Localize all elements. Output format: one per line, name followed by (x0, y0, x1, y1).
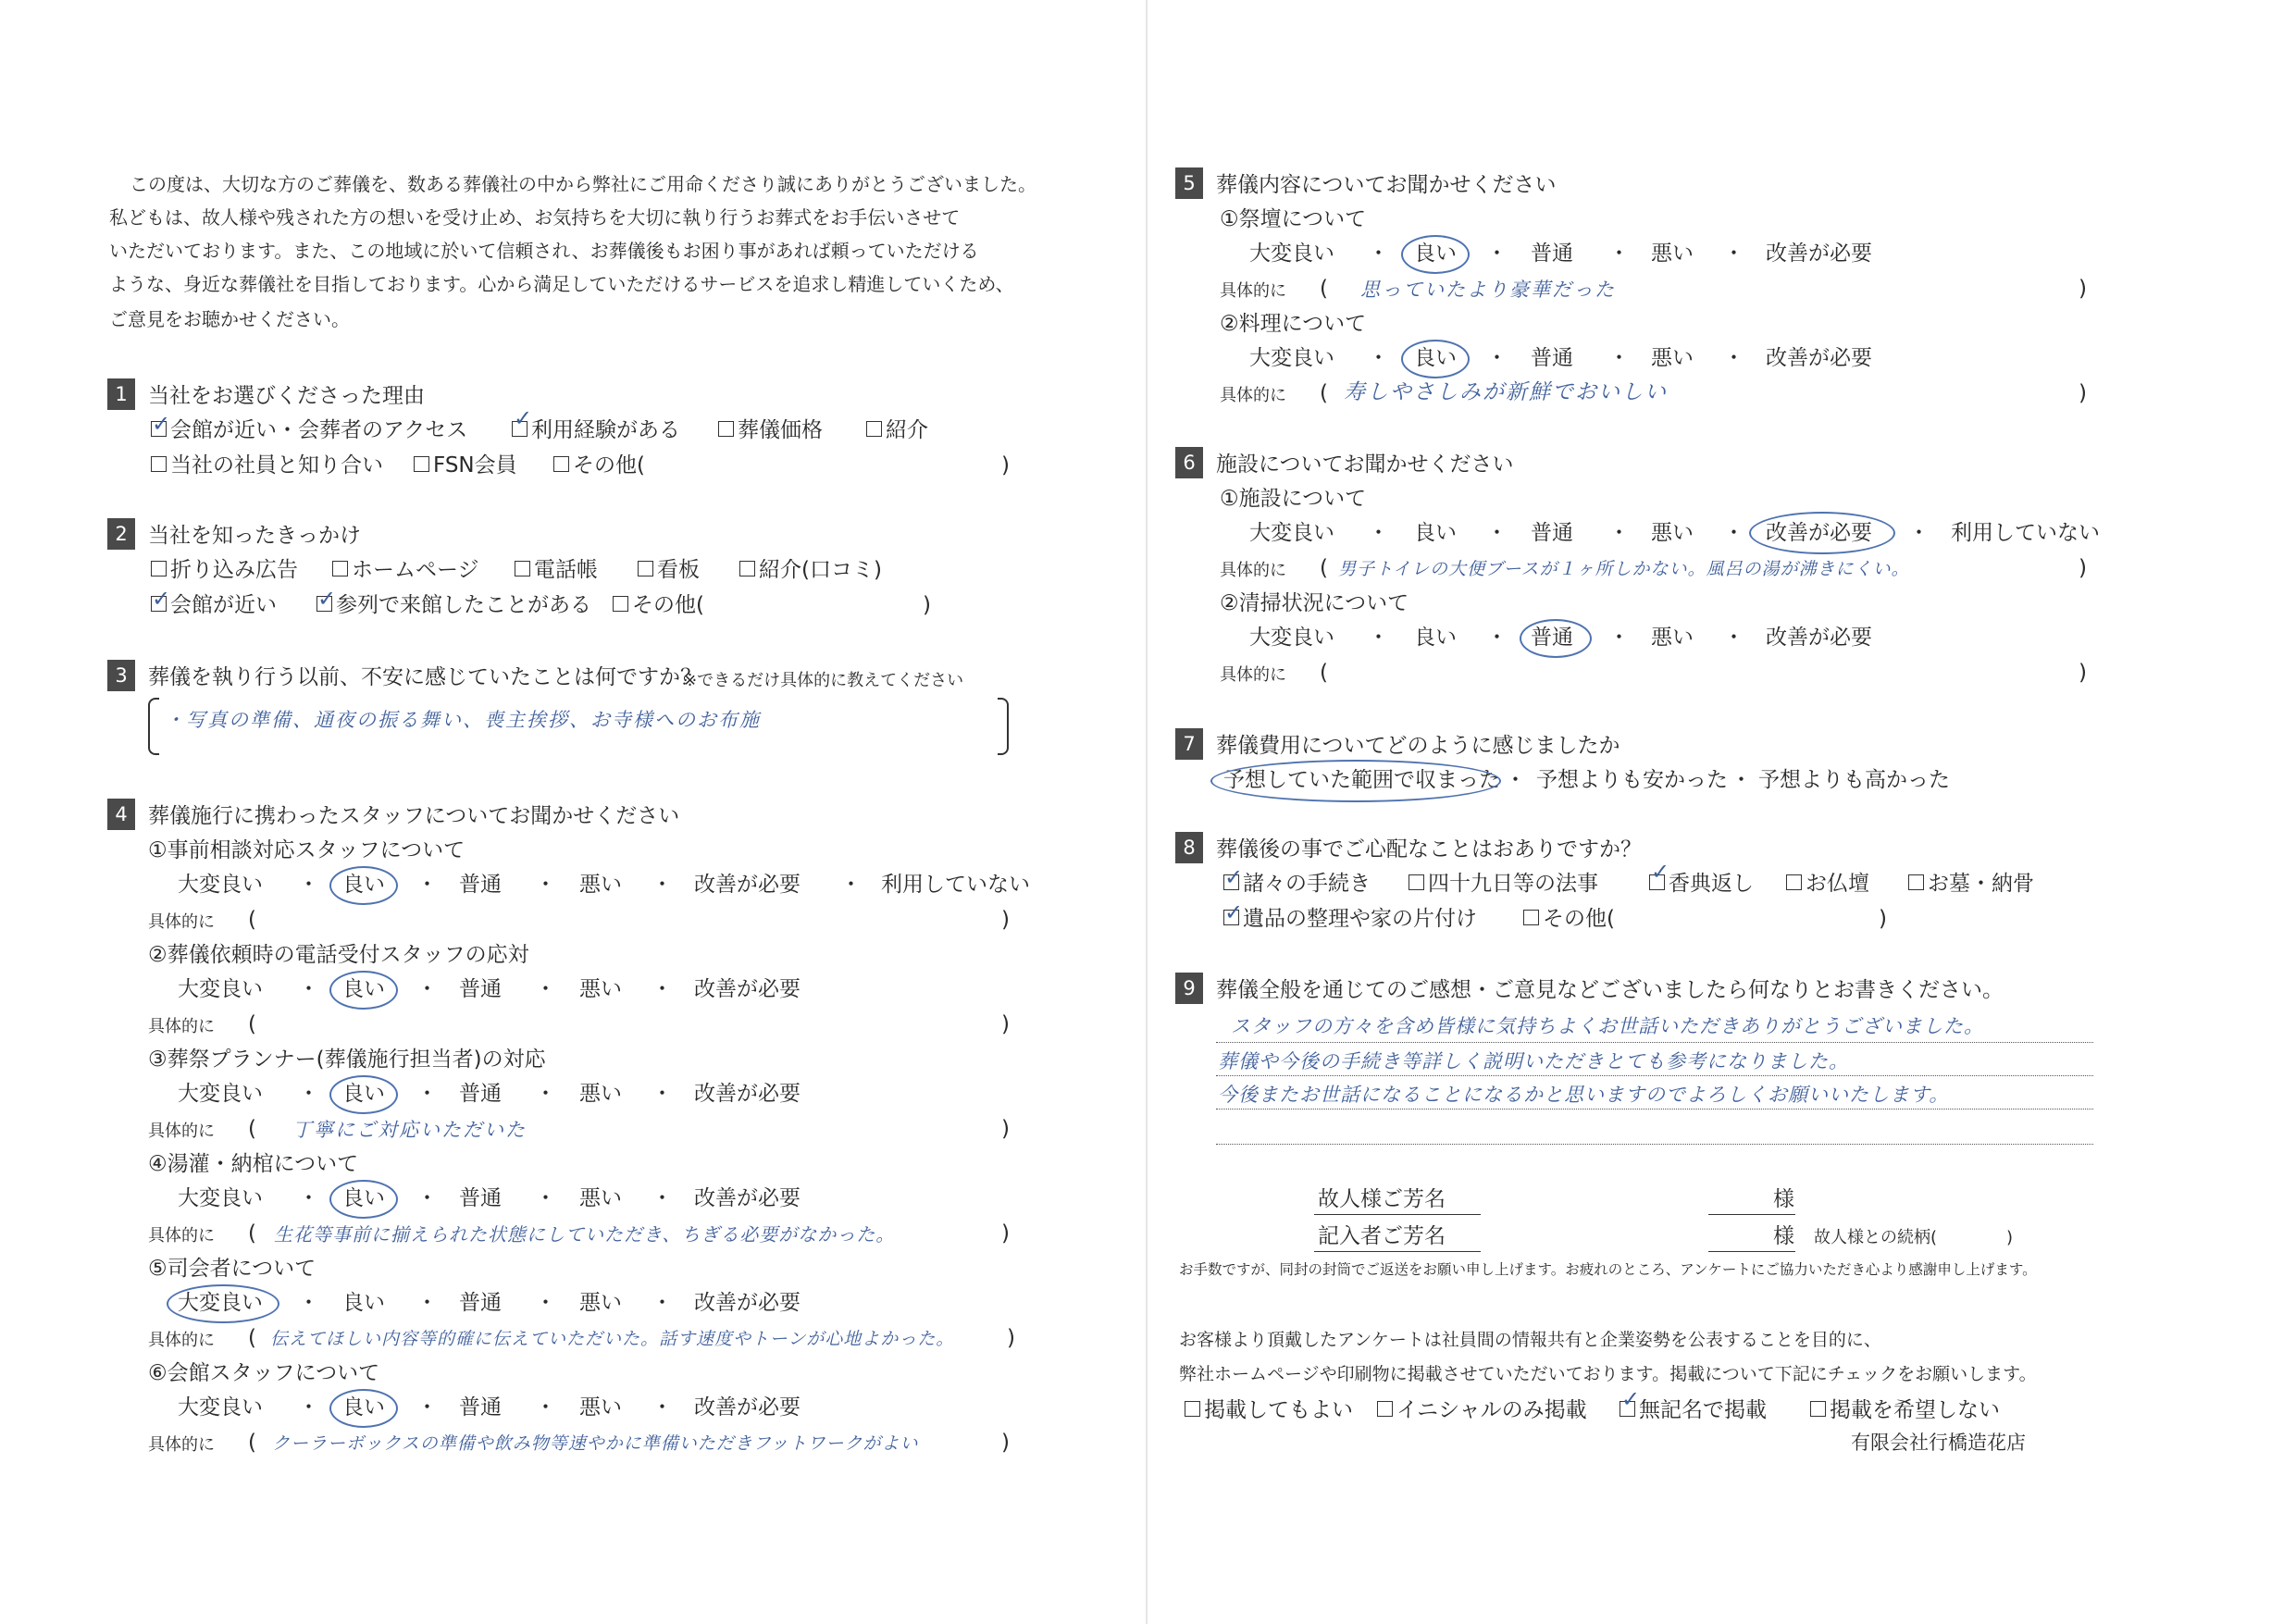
paren-close: ) (2079, 277, 2087, 301)
sub-question: ③葬祭プランナー(葬儀施行担当者)の対応 (148, 1048, 546, 1072)
paren-open: ( (1320, 556, 1328, 580)
separator: ・ (416, 977, 438, 1001)
selection-circle (329, 971, 398, 1010)
specific-label: 具体的に (148, 912, 215, 932)
writer-name-label: 記入者ご芳名 (1318, 1224, 1446, 1248)
question-title: 葬儀内容についてお聞かせください (1216, 173, 1557, 197)
separator: ・ (652, 1291, 673, 1315)
check-mark-icon: ✓ (1651, 859, 1670, 885)
separator: ・ (298, 977, 319, 1001)
check-mark-icon: ✓ (1224, 864, 1244, 890)
separator: ・ (1608, 346, 1630, 370)
rating-good[interactable]: 良い (1414, 626, 1457, 650)
rating-very-good[interactable]: 大変良い (1249, 521, 1334, 545)
rating-very-good[interactable]: 大変良い (1249, 626, 1334, 650)
specific-label: 具体的に (148, 1122, 215, 1141)
sub-question: ②葬儀依頼時の電話受付スタッフの応対 (148, 943, 529, 967)
paren-close: ) (1879, 907, 1887, 931)
separator: ・ (298, 873, 319, 897)
separator: ・ (1486, 242, 1508, 266)
rating-bad[interactable]: 悪い (579, 873, 622, 897)
handwritten-comment[interactable]: 生花等事前に揃えられた状態にしていただき、ちぎる必要がなかった。 (274, 1223, 896, 1246)
handwritten-comment[interactable]: 伝えてほしい内容等的確に伝えていただいた。話す速度やトーンが心地よかった。 (270, 1329, 955, 1349)
handwritten-comment[interactable]: 寿しやさしみが新鮮でおいしい (1344, 380, 1668, 404)
selection-circle (1210, 760, 1501, 802)
option-label: 香典返し (1669, 872, 1754, 896)
rating-bad[interactable]: 悪い (579, 1186, 622, 1210)
publish-note: 弊社ホームページや印刷物に掲載させていただいております。掲載について下記にチェックをお願いします。 (1179, 1364, 2037, 1384)
separator: ・ (652, 977, 673, 1001)
selection-circle (329, 866, 398, 905)
publish-note: お客様より頂戴したアンケートは社員間の情報共有と企業姿勢を公表することを目的に、 (1179, 1330, 1881, 1350)
handwritten-comment[interactable]: 思っていたより豪華だった (1360, 279, 1616, 301)
paren-close: ) (1001, 908, 1010, 932)
rating-normal[interactable]: 普通 (459, 1395, 502, 1419)
option-label: 葬儀価格 (738, 418, 823, 442)
option-label: 看板 (657, 558, 700, 582)
separator: ・ (1368, 346, 1389, 370)
rating-very-good[interactable]: 大変良い (1249, 346, 1334, 370)
option-label: その他( (573, 453, 645, 477)
paren-close: ) (2079, 661, 2087, 685)
paren-open: ( (248, 908, 256, 932)
check-mark-icon: ✓ (152, 586, 171, 612)
sub-question: ①祭壇について (1220, 207, 1367, 231)
option-label: その他( (1543, 907, 1615, 931)
question-number: 3 (107, 660, 135, 691)
checkbox[interactable] (718, 421, 734, 437)
separator: ・ (416, 873, 438, 897)
intro-line: ような、身近な葬儀社を目指しております。心から満足していただけるサービスを追求し精進していくため、 (109, 273, 1014, 295)
separator: ・ (1368, 521, 1389, 545)
separator: ・ (416, 1395, 438, 1419)
rating-normal[interactable]: 普通 (1531, 242, 1573, 266)
paren-open: ( (1320, 381, 1328, 405)
option-label: 利用経験がある (531, 418, 680, 442)
question-title: 施設についてお聞かせください (1216, 452, 1514, 477)
handwritten-comment[interactable]: クーラーボックスの準備や飲み物等速やかに準備いただきフットワークがよい (272, 1433, 919, 1454)
bracket-right (998, 698, 1009, 755)
separator: ・ (840, 873, 862, 897)
paren-close: ) (2079, 556, 2087, 580)
handwritten-comment[interactable]: 今後またお世話になることになるかと思いますのでよろしくお願いいたします。 (1218, 1084, 1950, 1106)
rating-normal[interactable]: 普通 (459, 873, 502, 897)
option-label: その他( (632, 593, 704, 617)
rating-very-good[interactable]: 大変良い (178, 1395, 263, 1419)
separator: ・ (416, 1186, 438, 1210)
deceased-name-label: 故人様ご芳名 (1318, 1187, 1446, 1211)
separator: ・ (535, 1082, 556, 1106)
option-label: 電話帳 (534, 558, 598, 582)
rating-normal[interactable]: 普通 (459, 977, 502, 1001)
option-label: 会館が近い (170, 593, 277, 617)
option-label: 当社の社員と知り合い (170, 453, 383, 477)
paren-open: ( (248, 1326, 256, 1350)
option-label: 紹介(口コミ) (759, 558, 882, 582)
underline (1708, 1214, 1795, 1215)
paren-close: ) (1007, 1326, 1015, 1350)
writing-line (1216, 1042, 2093, 1043)
option-label: お仏壇 (1806, 872, 1869, 896)
checkbox[interactable] (553, 456, 569, 472)
paren-close: ) (1001, 1012, 1010, 1036)
option-label: 遺品の整理や家の片付け (1243, 907, 1477, 931)
question-number: 5 (1175, 167, 1203, 199)
checkbox[interactable] (866, 421, 882, 437)
intro-line: この度は、大切な方のご葬儀を、数ある葬儀社の中から弊社にご用命くださり誠にありがとうございました。 (130, 173, 1036, 195)
relation-close: ) (2006, 1228, 2014, 1247)
specific-label: 具体的に (148, 1017, 215, 1036)
option-label: 掲載してもよい (1204, 1398, 1353, 1422)
separator: ・ (1486, 346, 1508, 370)
question-number: 6 (1175, 447, 1203, 478)
paren-open: ( (248, 1431, 256, 1455)
rating-bad[interactable]: 悪い (579, 1082, 622, 1106)
rating-very-good[interactable]: 大変良い (178, 1082, 263, 1106)
writing-line (1216, 1109, 2093, 1110)
separator: ・ (535, 1395, 556, 1419)
rating-needs-improvement[interactable]: 改善が必要 (694, 1395, 800, 1419)
separator: ・ (1505, 768, 1526, 792)
separator: ・ (535, 1186, 556, 1210)
rating-needs-improvement[interactable]: 改善が必要 (694, 1186, 800, 1210)
checkbox[interactable] (613, 596, 628, 612)
separator: ・ (298, 1082, 319, 1106)
rating-good[interactable]: 良い (342, 1186, 385, 1210)
handwritten-comment[interactable]: 丁寧にご対応いただいた (292, 1119, 527, 1141)
selection-circle (329, 1389, 398, 1428)
checkbox[interactable] (1523, 910, 1539, 925)
sub-question: ⑥会館スタッフについて (148, 1361, 380, 1385)
option-label: FSN会員 (433, 453, 517, 477)
rating-normal[interactable]: 普通 (459, 1082, 502, 1106)
sub-question: ②清掃状況について (1220, 591, 1409, 615)
rating-not-used[interactable]: 利用していない (1951, 521, 2100, 545)
question-number: 8 (1175, 832, 1203, 863)
paren-close: ) (1001, 453, 1010, 477)
check-mark-icon: ✓ (514, 405, 533, 431)
rating-bad[interactable]: 悪い (1651, 346, 1694, 370)
checkbox[interactable] (638, 561, 653, 576)
selection-circle (167, 1284, 279, 1323)
option-label[interactable]: 予想よりも高かった (1758, 768, 1950, 792)
handwritten-comment[interactable]: 男子トイレの大便ブースが１ヶ所しかない。風呂の湯が沸きにくい。 (1338, 559, 1910, 579)
rating-normal[interactable]: 普通 (459, 1291, 502, 1315)
rating-good[interactable]: 良い (1414, 346, 1457, 370)
separator: ・ (535, 873, 556, 897)
rating-needs-improvement[interactable]: 改善が必要 (1766, 346, 1872, 370)
sama-label: 様 (1773, 1224, 1794, 1248)
separator: ・ (652, 1082, 673, 1106)
question-title: 当社を知ったきっかけ (148, 524, 361, 548)
writing-line (1216, 1075, 2093, 1076)
specific-label: 具体的に (1220, 386, 1286, 405)
rating-good[interactable]: 良い (342, 1291, 385, 1315)
separator: ・ (1368, 242, 1389, 266)
paren-open: ( (1320, 661, 1328, 685)
paren-close: ) (2079, 381, 2087, 405)
rating-needs-improvement[interactable]: 改善が必要 (694, 1082, 800, 1106)
check-mark-icon: ✓ (317, 586, 337, 612)
option-label: 紹介 (886, 418, 928, 442)
selection-circle (1401, 235, 1470, 274)
rating-good[interactable]: 良い (342, 1395, 385, 1419)
separator: ・ (298, 1291, 319, 1315)
relation-label: 故人様との続柄( (1814, 1228, 1938, 1247)
selection-circle (1749, 512, 1895, 554)
rating-bad[interactable]: 悪い (1651, 521, 1694, 545)
checkbox[interactable] (332, 561, 348, 576)
paren-close: ) (1001, 1221, 1010, 1246)
rating-normal[interactable]: 普通 (459, 1186, 502, 1210)
handwritten-answer[interactable]: ・写真の準備、通夜の振る舞い、喪主挨拶、お寺様へのお布施 (165, 709, 761, 731)
checkbox[interactable] (1810, 1401, 1826, 1417)
sub-question: ⑤司会者について (148, 1257, 316, 1281)
checkbox[interactable] (1377, 1401, 1393, 1417)
rating-very-good[interactable]: 大変良い (178, 977, 263, 1001)
rating-bad[interactable]: 悪い (1651, 242, 1694, 266)
rating-needs-improvement[interactable]: 改善が必要 (694, 1291, 800, 1315)
option-label[interactable]: 予想していた範囲で収まった (1223, 768, 1500, 792)
rating-very-good[interactable]: 大変良い (178, 1186, 263, 1210)
option-label: 掲載を希望しない (1830, 1398, 2000, 1422)
question-title: 葬儀後の事でご心配なことはおありですか？ (1216, 837, 1642, 862)
rating-not-used[interactable]: 利用していない (881, 873, 1030, 897)
company-name: 有限会社行橋造花店 (1851, 1432, 2026, 1454)
rating-needs-improvement[interactable]: 改善が必要 (1766, 521, 1872, 545)
separator: ・ (652, 1395, 673, 1419)
sub-question: ①施設について (1220, 487, 1367, 511)
handwritten-comment[interactable]: スタッフの方々を含め皆様に気持ちよくお世話いただきありがとうございました。 (1231, 1015, 1984, 1037)
question-number: 1 (107, 378, 135, 410)
specific-label: 具体的に (1220, 561, 1286, 580)
specific-label: 具体的に (1220, 665, 1286, 685)
underline (1314, 1251, 1481, 1252)
question-title: 葬儀費用についてどのように感じましたか (1216, 734, 1620, 758)
rating-good[interactable]: 良い (1414, 242, 1457, 266)
question-title: 葬儀全般を通じてのご感想・ご意見などございましたら何なりとお書きください。 (1216, 978, 2004, 1002)
option-label: 参列で来館したことがある (336, 593, 591, 617)
checkbox[interactable] (1908, 874, 1924, 890)
separator: ・ (1486, 626, 1508, 650)
separator: ・ (1723, 346, 1744, 370)
page-fold (1146, 0, 1148, 1624)
checkbox[interactable] (1786, 874, 1802, 890)
sub-question: ②料理について (1220, 312, 1367, 336)
separator: ・ (535, 977, 556, 1001)
rating-needs-improvement[interactable]: 改善が必要 (694, 977, 800, 1001)
separator: ・ (1608, 626, 1630, 650)
checkbox[interactable] (1185, 1401, 1200, 1417)
paren-close: ) (1001, 1431, 1010, 1455)
sub-question: ④湯灌・納棺について (148, 1152, 359, 1176)
option-label: 諸々の手続き (1243, 872, 1371, 896)
rating-very-good[interactable]: 大変良い (178, 1291, 263, 1315)
option-label: ホームページ (352, 558, 479, 582)
intro-line: いただいております。また、この地域に於いて信頼され、お葬儀後もお困り事があれば頼っていただける (109, 240, 979, 262)
option-label[interactable]: 予想よりも安かった (1536, 768, 1728, 792)
specific-label: 具体的に (1220, 281, 1286, 301)
intro-line: 私どもは、故人様や残された方の想いを受け止め、お気持ちを大切に執り行うお葬式をお手伝いさせて (109, 206, 961, 229)
separator: ・ (1368, 626, 1389, 650)
check-mark-icon: ✓ (1621, 1386, 1641, 1412)
separator: ・ (652, 1186, 673, 1210)
specific-label: 具体的に (148, 1435, 215, 1455)
selection-circle (1401, 340, 1470, 378)
paren-open: ( (248, 1221, 256, 1246)
checkbox[interactable] (151, 456, 167, 472)
rating-good[interactable]: 良い (1414, 521, 1457, 545)
separator: ・ (1908, 521, 1930, 545)
underline (1708, 1251, 1795, 1252)
rating-needs-improvement[interactable]: 改善が必要 (1766, 242, 1872, 266)
separator: ・ (535, 1291, 556, 1315)
question-number: 9 (1175, 973, 1203, 1004)
rating-bad[interactable]: 悪い (579, 977, 622, 1001)
paren-open: ( (248, 1117, 256, 1141)
rating-good[interactable]: 良い (342, 873, 385, 897)
selection-circle (329, 1075, 398, 1114)
handwritten-comment[interactable]: 葬儀や今後の手続き等詳しく説明いただきとても参考になりました。 (1218, 1050, 1849, 1072)
checkbox[interactable] (515, 561, 530, 576)
question-title: 葬儀を執り行う以前、不安に感じていたことは何ですか？ (148, 665, 701, 689)
intro-line: ご意見をお聴かせください。 (109, 308, 350, 330)
rating-bad[interactable]: 悪い (1651, 626, 1694, 650)
option-label: 折り込み広告 (170, 558, 298, 582)
specific-label: 具体的に (148, 1226, 215, 1246)
option-label: お墓・納骨 (1928, 872, 2034, 896)
underline (1314, 1214, 1481, 1215)
checkbox[interactable] (1409, 874, 1424, 890)
rating-bad[interactable]: 悪い (579, 1395, 622, 1419)
question-title: 葬儀施行に携わったスタッフについてお聞かせください (148, 804, 680, 828)
question-title: 当社をお選びくださった理由 (148, 384, 425, 408)
rating-very-good[interactable]: 大変良い (178, 873, 263, 897)
paren-open: ( (248, 1012, 256, 1036)
separator: ・ (1723, 242, 1744, 266)
rating-good[interactable]: 良い (342, 977, 385, 1001)
separator: ・ (298, 1395, 319, 1419)
selection-circle (329, 1180, 398, 1219)
question-number: 4 (107, 799, 135, 830)
rating-normal[interactable]: 普通 (1531, 346, 1573, 370)
question-note: ※できるだけ具体的に教えてください (683, 671, 964, 690)
sama-label: 様 (1773, 1187, 1794, 1211)
separator: ・ (1723, 626, 1744, 650)
separator: ・ (298, 1186, 319, 1210)
separator: ・ (416, 1082, 438, 1106)
paren-open: ( (1320, 277, 1328, 301)
rating-normal[interactable]: 普通 (1531, 521, 1573, 545)
option-label: イニシャルのみ掲載 (1396, 1398, 1587, 1422)
separator: ・ (1731, 768, 1752, 792)
sub-question: ①事前相談対応スタッフについて (148, 838, 465, 862)
selection-circle (1520, 619, 1592, 658)
rating-normal[interactable]: 普通 (1531, 626, 1573, 650)
return-note: お手数ですが、同封の封筒でご返送をお願い申し上げます。お疲れのところ、アンケートにご協力いただき心より感謝申し上げます。 (1179, 1261, 2037, 1278)
checkbox[interactable] (151, 561, 167, 576)
rating-good[interactable]: 良い (342, 1082, 385, 1106)
checkbox[interactable] (414, 456, 429, 472)
bracket-left (148, 698, 159, 755)
question-number: 7 (1175, 728, 1203, 760)
paren-close: ) (1001, 1117, 1010, 1141)
specific-label: 具体的に (148, 1331, 215, 1350)
question-number: 2 (107, 518, 135, 550)
rating-needs-improvement[interactable]: 改善が必要 (1766, 626, 1872, 650)
writing-line (1216, 1144, 2093, 1145)
separator: ・ (1608, 521, 1630, 545)
paren-close: ) (923, 593, 931, 617)
option-label: 無記名で掲載 (1639, 1398, 1767, 1422)
rating-bad[interactable]: 悪い (579, 1291, 622, 1315)
separator: ・ (1723, 521, 1744, 545)
check-mark-icon: ✓ (152, 411, 171, 437)
separator: ・ (652, 873, 673, 897)
separator: ・ (1608, 242, 1630, 266)
rating-very-good[interactable]: 大変良い (1249, 242, 1334, 266)
option-label: 四十九日等の法事 (1428, 872, 1598, 896)
option-label: 会館が近い・会葬者のアクセス (170, 418, 468, 442)
separator: ・ (416, 1291, 438, 1315)
separator: ・ (1486, 521, 1508, 545)
checkbox[interactable] (739, 561, 755, 576)
check-mark-icon: ✓ (1224, 899, 1244, 925)
rating-needs-improvement[interactable]: 改善が必要 (694, 873, 800, 897)
